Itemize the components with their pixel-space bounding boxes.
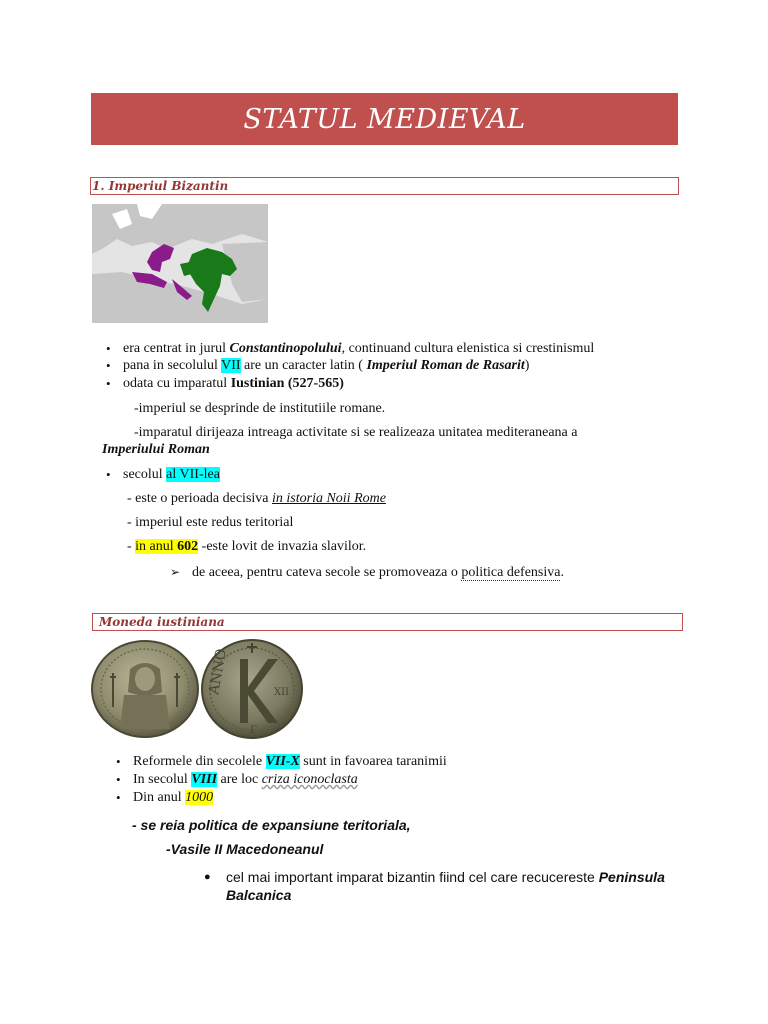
text-bold: Peninsula — [598, 869, 665, 885]
vasile-line: -Vasile II Macedoneanul — [166, 841, 324, 857]
text: secolul — [123, 467, 167, 482]
text: are un caracter latin ( — [240, 358, 367, 373]
arrow-line-politica — [192, 564, 564, 581]
bullet-dot-icon: ● — [204, 871, 211, 883]
svg-text:ANNO: ANNO — [206, 647, 230, 696]
text-bold: Imperiul Roman de Rasarit — [366, 358, 525, 373]
bullet-recucereste — [204, 869, 665, 886]
link-istoria-noii-rome[interactable]: in istoria Noii Rome — [272, 491, 386, 506]
text: - — [127, 539, 136, 554]
section-heading-imperiul-bizantin: 1. Imperiul Bizantin — [90, 177, 679, 195]
bullet-iustinian — [123, 375, 344, 392]
page-title: STATUL MEDIEVAL — [243, 103, 526, 135]
sub-line-imperiului-roman: Imperiului Roman — [102, 442, 210, 457]
highlight: VII — [221, 358, 241, 373]
bullet-iconoclasta — [133, 771, 358, 788]
dash-line-redus: - imperiul este redus teritorial — [127, 515, 294, 530]
highlight: al VII-lea — [166, 467, 220, 482]
text: in anul — [135, 539, 178, 554]
sub-line-institutii: -imperiul se desprinde de institutiile romane. — [134, 401, 386, 416]
justinian-coins-image — [90, 637, 306, 744]
title-bar — [91, 93, 678, 145]
text: Reformele din secolele — [133, 754, 266, 769]
text: , continuand cultura elenistica si crestinismul — [341, 341, 595, 356]
arrow-bullet-icon: ➢ — [170, 565, 181, 579]
bullet-anul-1000 — [133, 789, 213, 806]
byzantine-empire-map-image — [92, 204, 268, 323]
sub-line-unitate: -imparatul dirijeaza intreaga activitate si se realizeaza unitatea mediteraneana a — [134, 425, 578, 440]
bullet-secolul-vii — [123, 466, 220, 483]
text: cel mai important imparat bizantin fiind cel care recucereste — [226, 869, 599, 885]
text: - este o perioada decisiva — [127, 491, 272, 506]
text: pana in secolulul — [123, 358, 222, 373]
dash-line-perioada — [127, 490, 386, 507]
bullet-constantinopol — [123, 340, 594, 357]
bullet-caracter-latin — [123, 357, 529, 374]
text: are loc — [217, 772, 262, 787]
text-bold: Constantinopolului — [229, 341, 342, 356]
balcanica-line: Balcanica — [226, 887, 292, 903]
svg-text:XII: XII — [274, 687, 290, 698]
text: odata cu imparatul — [123, 376, 231, 391]
text: . — [560, 565, 564, 580]
text: Din anul — [133, 790, 186, 805]
bullet-reformele — [133, 753, 447, 770]
section-heading-moneda: Moneda iustiniana — [92, 613, 683, 631]
text: sunt in favoarea taranimii — [299, 754, 447, 769]
text-bold: 602 — [177, 539, 199, 554]
text: era centrat in jurul — [123, 341, 230, 356]
highlight: VIII — [191, 772, 218, 787]
text: In secolul — [133, 772, 192, 787]
expansiune-line: - se reia politica de expansiune teritoriala, — [132, 817, 411, 833]
svg-text:Γ: Γ — [250, 725, 257, 736]
text: -este lovit de invazia slavilor. — [198, 539, 367, 554]
highlight: 1000 — [185, 790, 214, 805]
criza-iconoclasta: criza iconoclasta — [261, 772, 358, 787]
highlight — [135, 539, 198, 554]
text-bold: Iustinian (527-565) — [230, 376, 344, 391]
politica-defensiva: politica defensiva — [461, 565, 561, 580]
dash-line-602 — [127, 538, 366, 555]
text: ) — [524, 358, 530, 373]
highlight: VII-X — [265, 754, 300, 769]
text: de aceea, pentru cateva secole se promoveaza o — [192, 565, 462, 580]
